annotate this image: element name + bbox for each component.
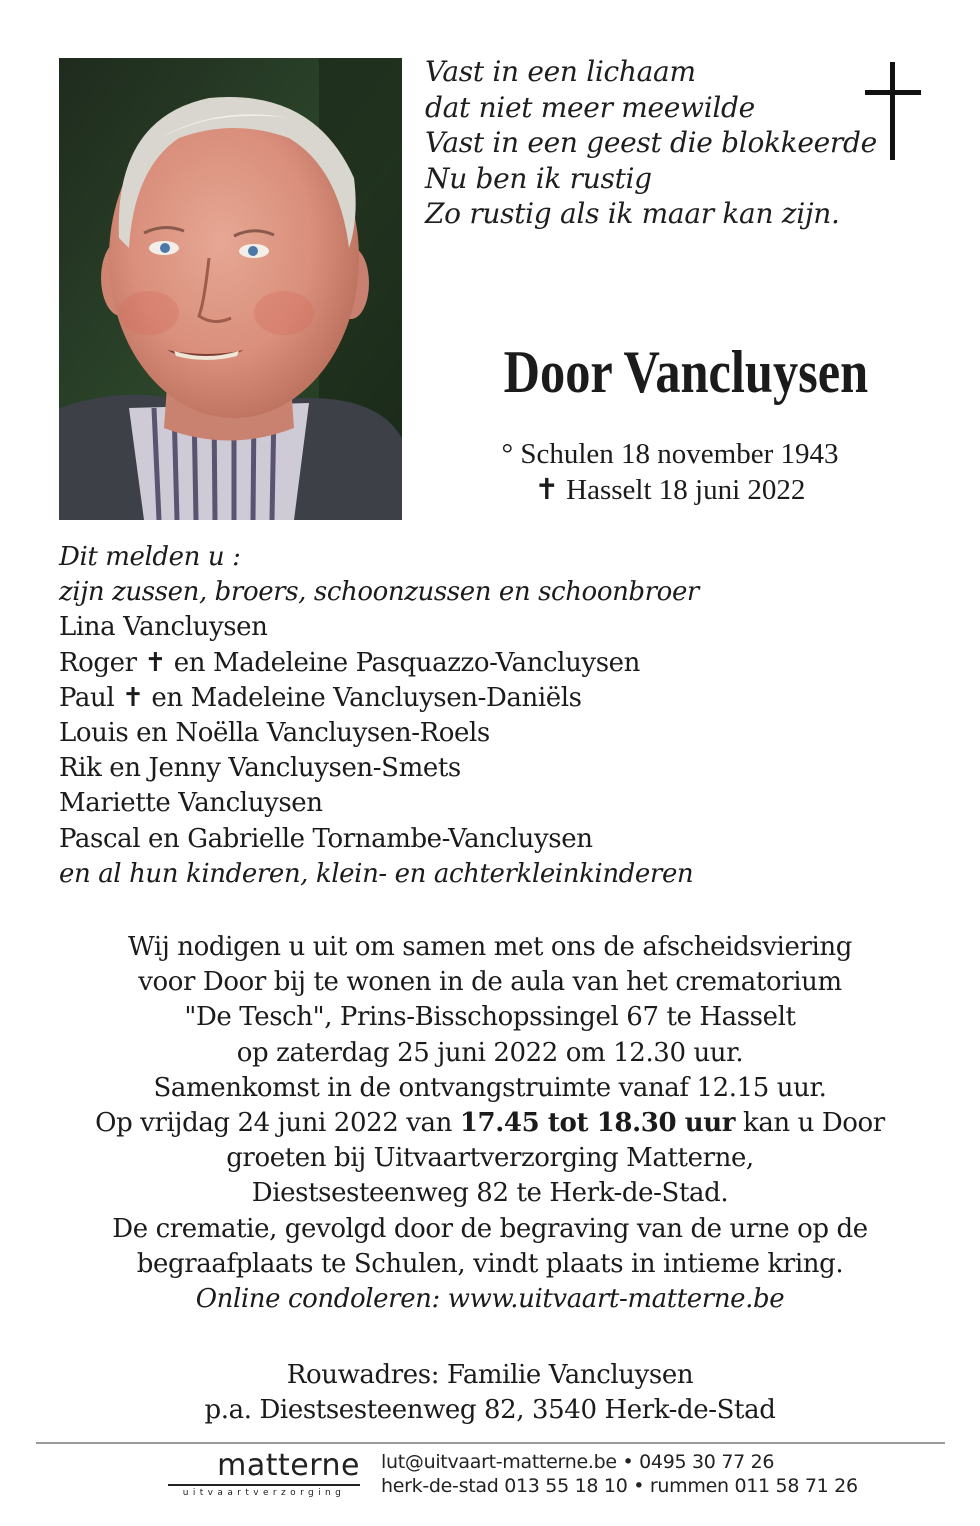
ceremony-details (40, 930, 940, 1317)
family-member: Pascal en Gabrielle Tornambe-Vancluysen (59, 823, 593, 854)
family-member: Paul ✝ en Madeleine Vancluysen-Daniëls (59, 682, 582, 713)
footer-divider (36, 1442, 945, 1444)
matterne-logo (168, 1448, 360, 1504)
birth-date: ° Schulen 18 november 1943 (501, 438, 839, 470)
logo-wordmark: matterne (217, 1448, 360, 1483)
footer-contact (381, 1450, 858, 1498)
contact-line: herk-de-stad 013 55 18 10 • rummen 011 58 71 26 (381, 1475, 858, 1497)
family-relation: zijn zussen, broers, schoonzussen en schoonbroer (59, 577, 699, 608)
poem (425, 54, 877, 232)
poem-line: Zo rustig als ik maar kan zijn. (425, 197, 840, 230)
family-member: Rik en Jenny Vancluysen-Smets (59, 753, 461, 784)
portrait-photo (59, 58, 402, 520)
poem-line: Vast in een lichaam (425, 55, 696, 88)
family-closing: en al hun kinderen, klein- en achterkleinkinderen (59, 858, 694, 889)
family-intro: Dit melden u : (59, 542, 241, 572)
visiting-hours: 17.45 tot 18.30 uur (459, 1108, 736, 1139)
ceremony-line: op zaterdag 25 juni 2022 om 12.30 uur. (236, 1037, 744, 1068)
poem-line: Vast in een geest die blokkeerde (425, 126, 877, 159)
poem-line: dat niet meer meewilde (425, 90, 755, 124)
logo-underline (168, 1484, 360, 1486)
ceremony-line (40, 1106, 940, 1141)
family-member: Roger ✝ en Madeleine Pasquazzo-Vancluysen (59, 647, 640, 678)
ceremony-line: "De Tesch", Prins-Bisschopssingel 67 te Hasselt (184, 1002, 796, 1033)
online-condolence-link[interactable]: Online condoleren: www.uitvaart-matterne.be (195, 1284, 785, 1315)
ceremony-line: voor Door bij te wonen in de aula van het crematorium (138, 967, 842, 998)
cross-icon (862, 62, 924, 160)
ceremony-line: Diestsesteenweg 82 te Herk-de-Stad. (251, 1178, 729, 1209)
family-list (59, 540, 919, 892)
logo-subtitle: uitvaartverzorging (182, 1488, 346, 1498)
ceremony-line: Wij nodigen u uit om samen met ons de afscheidsviering (128, 932, 852, 962)
ceremony-text: kan u Door (735, 1108, 885, 1139)
poem-line: Nu ben ik rustig (425, 161, 652, 195)
contact-line: lut@uitvaart-matterne.be • 0495 30 77 26 (381, 1451, 775, 1473)
ceremony-line: Samenkomst in de ontvangstruimte vanaf 12.15 uur. (153, 1072, 827, 1103)
ceremony-line: groeten bij Uitvaartverzorging Matterne, (226, 1143, 754, 1174)
family-member: Mariette Vancluysen (59, 788, 323, 819)
deceased-name: Door Vancluysen (503, 339, 869, 405)
address-line: Rouwadres: Familie Vancluysen (286, 1360, 694, 1390)
address-line: p.a. Diestsesteenweg 82, 3540 Herk-de-Stad (204, 1395, 776, 1426)
ceremony-text: Op vrijdag 24 juni 2022 van (95, 1108, 460, 1139)
mourning-address (40, 1358, 940, 1428)
life-dates (440, 436, 900, 508)
ceremony-line: begraafplaats te Schulen, vindt plaats in intieme kring. (136, 1248, 844, 1279)
death-date: ✝ Hasselt 18 juni 2022 (534, 474, 806, 506)
family-member: Lina Vancluysen (59, 612, 268, 643)
ceremony-line: De crematie, gevolgd door de begraving van de urne op de (112, 1213, 868, 1244)
family-member: Louis en Noëlla Vancluysen-Roels (59, 718, 490, 749)
